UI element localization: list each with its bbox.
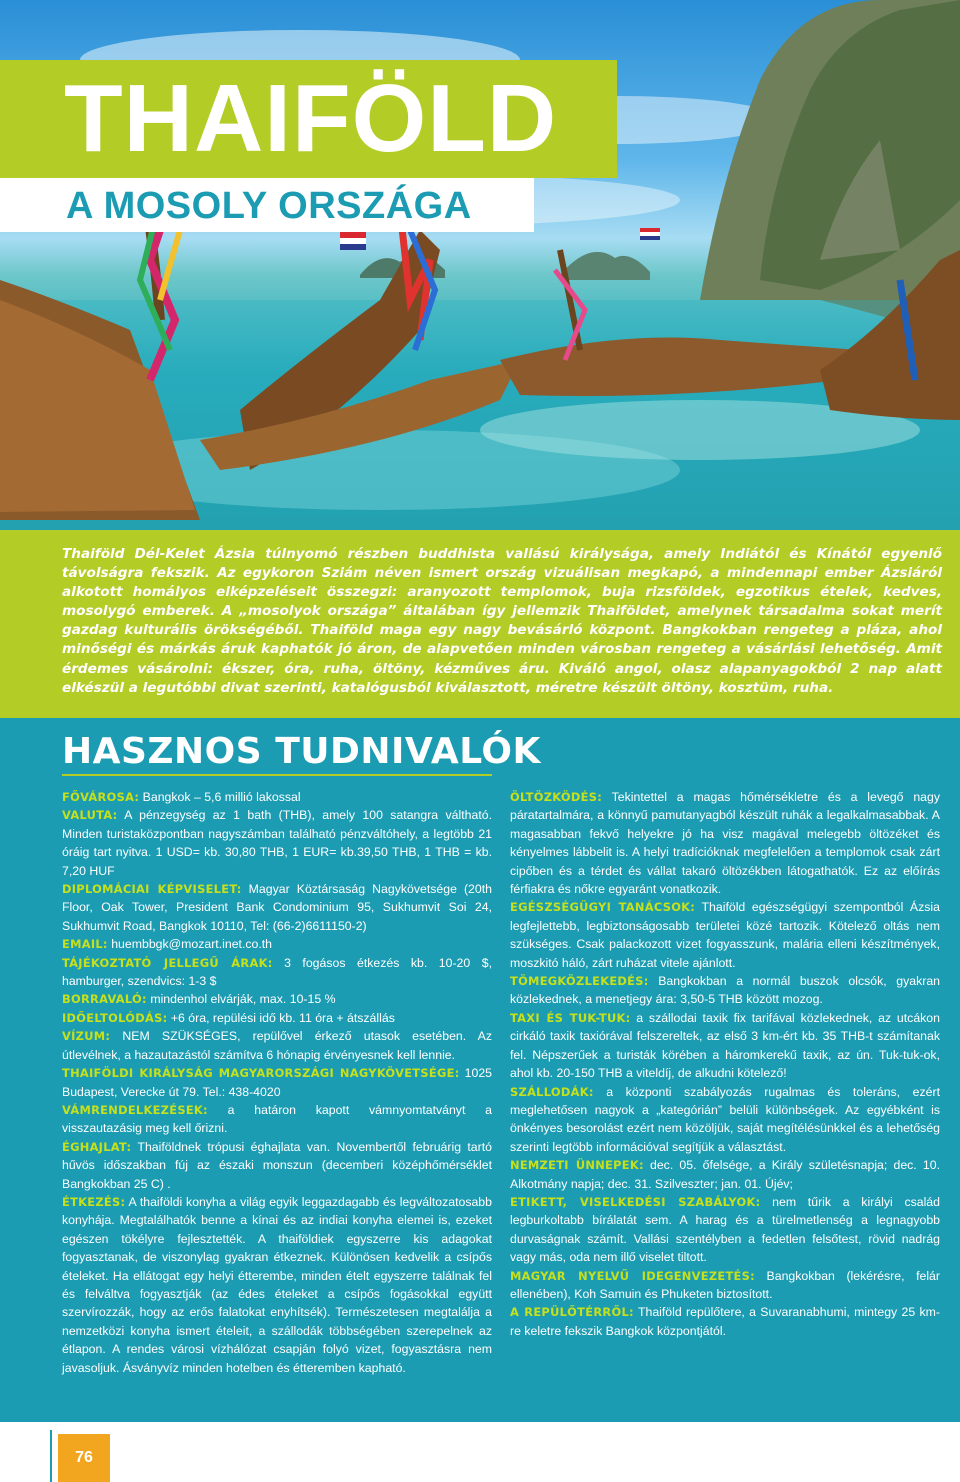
info-heading: HASZNOS TUDNIVALÓK: [62, 731, 541, 772]
info-text: huembbgk@mozart.inet.co.th: [107, 937, 273, 952]
info-label: A REPÜLŐTÉRRŐL:: [510, 1305, 634, 1320]
info-label: DIPLOMÁCIAI KÉPVISELET:: [62, 882, 242, 897]
footer-line: [50, 1430, 52, 1482]
info-label: VÁMRENDELKEZÉSEK:: [62, 1102, 208, 1117]
info-label: ÉGHAJLAT:: [62, 1139, 132, 1154]
info-label: EMAIL:: [62, 937, 108, 952]
info-item-email: [62, 935, 492, 953]
info-label: MAGYAR NYELVŰ IDEGENVEZETÉS:: [510, 1268, 755, 1283]
intro-text: Thaiföld Dél-Kelet Ázsia túlnyomó részben buddhista vallású királysága, amely Indiától és Kínától egyenlő távolságra fekszik. Az egykoron Sziám néven ismert ország vizuálisan megkapó, a mindennapi ember Ázsiáról alkotott homályos elképzeléseit összegzi: aranyozott templomok, buja rizsföldek, egzotikus ételek, kedves, mosolygó emberek. A „mosolyok országa” általában így jellemzik Thaiföldet, amelynek társadalma sokat merít gazdag kulturális örökségéből. Thaiföld maga egy nagy bevásárló központ. Bangkokban rengeteg a pláza, ahol minőségi és márkás áruk kaphatók jó áron, de alapvetően minden városban rengeteg a vásárlási lehetőség. Amit érdemes vásárolni: ékszer, óra, ruha, öltöny, kézműves áru. Kiváló angol, olasz alapanyagokból 2 nap alatt elkészül a legutóbbi divat szerinti, katalógusból kiválasztott, méretre készült öltöny, kosztüm, ruha.: [62, 546, 942, 696]
info-label: VÍZUM:: [62, 1029, 111, 1044]
info-text: a szállodai taxik fix tarifával közlekednek, az utcákon cirkáló taxik taxiórával felszereltek, az első 3 km-ért kb. 35 THB-t számítanak fel. Népszerűek a turisták körében a háromkerekű taxik, az ún. Tuk-tuk-ok, ahol kb. 20-150 THB a viteldíj, de alkudni kötelező!: [510, 1010, 940, 1081]
info-column-left: [62, 788, 492, 1377]
info-text: mindenhol elvárják, max. 10-15 %: [146, 992, 336, 1007]
info-item-thai-embassy: [62, 1064, 492, 1101]
info-label: THAIFÖLDI KIRÁLYSÁG MAGYARORSZÁGI NAGYKÖVETSÉGE:: [62, 1066, 460, 1081]
info-label: SZÁLLODÁK:: [510, 1084, 594, 1099]
info-text: NEM SZÜKSÉGES, repülővel érkező utasok esetében. Az útlevélnek, a hazautazástól számítva 6 hónapig érvényesnek kell lennie.: [62, 1029, 492, 1062]
info-text: nem tűrik a királyi család legburkoltabb bírálatát sem. A harag és a türelmetlenség a legnagyobb durvaságnak számít. Vallási szentélyben a fedetlen felsőtest, rövid nadrág vagy más, oda nem illő viselet tiltott.: [510, 1194, 940, 1265]
info-text: 3 fogásos étkezés kb. 10-20 $, hamburger, szendvics: 1-3 $: [62, 955, 492, 989]
info-label: TÁJÉKOZTATÓ JELLEGŰ ÁRAK:: [62, 955, 273, 970]
info-label: NEMZETI ÜNNEPEK:: [510, 1158, 644, 1173]
info-column-right: [510, 788, 940, 1340]
info-item-climate: [62, 1138, 492, 1193]
heading-underline: [62, 774, 492, 776]
info-item-clothing: [510, 788, 940, 898]
info-text: Thaiföld egészségügyi szempontból Ázsia legfejlettebb, legbiztonságosabb területei közé tartozik. Kötelező oltás nem szükséges. Csak palackozott vizet fogyasszunk, malária elleni készítmények, moszkitó háló, zárt ruházat vitele ajánlott.: [510, 900, 941, 970]
info-label: BORRAVALÓ:: [62, 992, 147, 1007]
info-item-visa: [62, 1027, 492, 1064]
info-text: Bangkok – 5,6 millió lakossal: [139, 790, 301, 804]
info-item-customs: [62, 1101, 492, 1138]
info-item-holidays: [510, 1156, 940, 1193]
info-item-timezone: [62, 1009, 492, 1027]
info-label: FŐVÁROSA:: [62, 790, 140, 804]
info-label: TAXI ÉS TUK-TUK:: [510, 1010, 631, 1025]
info-label: ÉTKEZÉS:: [62, 1194, 126, 1209]
info-text: +6 óra, repülési idő kb. 11 óra + átszállás: [167, 1010, 395, 1025]
info-item-health: [510, 898, 940, 972]
info-label: IDŐELTOLÓDÁS:: [62, 1010, 168, 1025]
info-item-airport: [510, 1303, 940, 1340]
info-item-guide: [510, 1267, 940, 1304]
page-number: 76: [58, 1434, 110, 1482]
info-text: 1025 Budapest, Verecke út 79. Tel.: 438-4020: [62, 1066, 492, 1099]
info-item-capital: [62, 788, 492, 806]
info-text: A thaiföldi konyha a világ egyik leggazdagabb és legváltozatosabb konyhája. Megtalálhatók benne a kínai és az indiai konyha elemei is, ezeket egészen tökélyre fejlesztették. A thaiföldiek egyszerre kis adagokat fogyasztanak, de viszonylag gyakran étkeznek. Különösen kedvelik a csípős ételeket. Ha ellátogat egy helyi étterembe, minden ételt egyszerre találnak fel és felváltva fogyasztják (az édes ételeket a csípős fogásokkal együtt szervírozzák, hogy az erős falatokat enyhítsék). Természetesen megtalálja a nemzetközi konyha ismert ételeit, a szállodák többségében szerepelnek az étlapon. A rendes városi vízhálózat csapján folyó vizet, fogyasztásra nem javasoljuk. Ásványvíz minden hotelben és étteremben kapható.: [62, 1194, 492, 1375]
info-item-transport: [510, 972, 940, 1009]
info-label: ÖLTÖZKÖDÉS:: [510, 790, 603, 804]
info-text: Magyar Köztársaság Nagykövetsége (20th Floor, Oak Tower, President Bank Condominium 95, Sukhumvit Soi 24, Sukhumvit Road, Bangkok 10110, Tel: (66-2)6611150-2): [62, 882, 492, 933]
info-text: Thaiföld repülőtere, a Suvaranabhumi, mintegy 25 km-re keletre fekszik Bangkok központjától.: [510, 1305, 941, 1338]
info-label: EGÉSZSÉGÜGYI TANÁCSOK:: [510, 900, 696, 915]
info-text: Bangkokban a normál buszok olcsók, gyakran közlekednek, a menetjegy ára: 3,50-5 THB között mozog.: [510, 974, 940, 1007]
info-text: a határon kapott vámnyomtatványt a visszautazásig meg kell őrizni.: [62, 1102, 492, 1136]
info-item-tips: [62, 990, 492, 1008]
info-item-embassy: [62, 880, 492, 935]
page-title: THAIFÖLD: [64, 65, 558, 172]
page-subtitle: A MOSOLY ORSZÁGA: [66, 185, 472, 227]
info-item-prices: [62, 954, 492, 991]
info-text: Thaiföldnek trópusi éghajlata van. Novembertől februárig tartó hűvös időszakban fúj az északi monszun (decemberi középhőmérséklet Bangkokban 25 C) .: [62, 1139, 492, 1191]
info-item-food: [62, 1193, 492, 1377]
info-item-etiquette: [510, 1193, 940, 1267]
info-label: VALUTA:: [62, 808, 118, 823]
info-label: ETIKETT, VISELKEDÉSI SZABÁLYOK:: [510, 1194, 761, 1209]
info-item-taxi: [510, 1009, 940, 1083]
info-item-hotels: [510, 1083, 940, 1157]
info-text: Bangkokban (lekérésre, felár ellenében), Koh Samuin és Phuketen biztosított.: [510, 1268, 940, 1301]
info-item-currency: [62, 806, 492, 880]
info-text: dec. 05. őfelsége, a Király születésnapja; dec. 10. Alkotmány napja; dec. 31. Szilveszter; jan. 01. Újév;: [510, 1158, 940, 1191]
info-text: A pénzegység az 1 bath (THB), amely 100 satangra váltható. Minden turistaközpontban nagyszámban található pénzváltóhely, a legtöbb 21 óráig tart nyitva. 1 USD= kb. 30,80 THB, 1 EUR= kb.39,50 THB, 1 THB = kb. 7,20 HUF: [62, 808, 492, 878]
info-label: TÖMEGKÖZLEKEDÉS:: [510, 974, 649, 989]
info-text: Tekintettel a magas hőmérsékletre és a levegő nagy páratartalmára, a könnyű pamutanyagból készült ruhák a legalkalmasabbak. A magasabban fekvő helyekre jó ha visz magával melegebb öltözéket és kényelmes lábbelit is. A helyi tradícióknak megfelelően a templomok csak zárt cipőben és a térdet és vállat takaró öltözékben látogathatók. Ez az előírás férfiakra és nőkre egyaránt vonatkozik.: [510, 790, 940, 897]
info-text: a központi szabályozás rugalmas és toleráns, ezért meglehetősen nagyok a „kategórián” belüli különbségek. Az egyébként is önkényes besorolást ezért nem közöljük, saját megítélésünkkel és a lehetőség szerinti legtöbb információval segítjük a választást.: [510, 1084, 940, 1154]
